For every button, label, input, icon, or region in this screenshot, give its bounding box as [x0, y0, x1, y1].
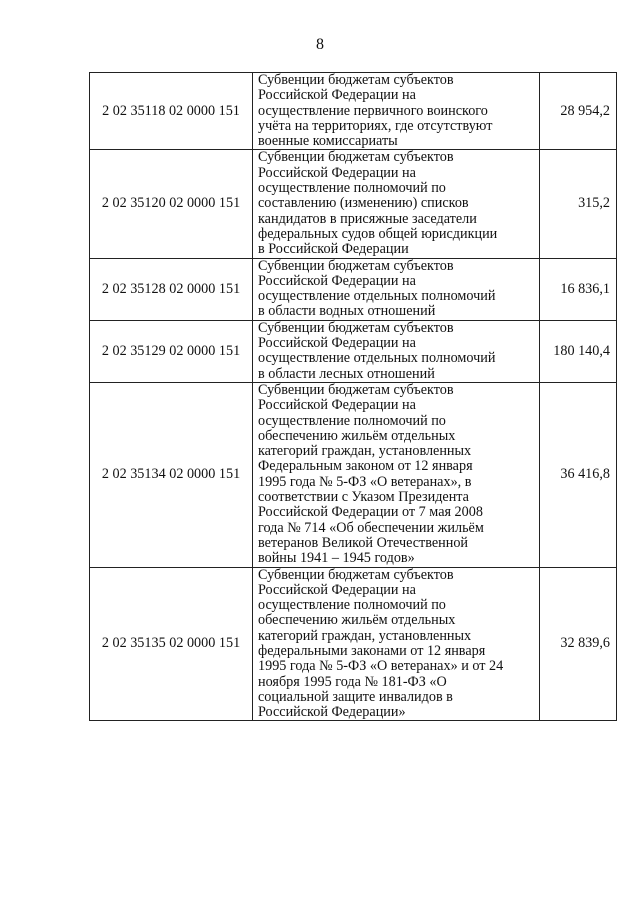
description-line: войны 1941 – 1945 годов»: [258, 550, 415, 567]
table-row: [90, 73, 617, 150]
description-line: в области лесных отношений: [258, 365, 435, 382]
description-line: в Российской Федерации: [258, 241, 409, 258]
description-line: Российской Федерации»: [258, 704, 406, 721]
table-row: [90, 150, 617, 258]
description-cell: [253, 73, 540, 150]
description-line: осуществление первичного воинского: [258, 102, 488, 119]
table-row: [90, 567, 617, 721]
budget-code-cell: 2 02 35128 02 0000 151: [90, 258, 253, 320]
description-line: осуществление отдельных полномочий: [258, 288, 496, 305]
description-line: ноября 1995 года № 181-ФЗ «О: [258, 673, 447, 690]
description-line: Субвенции бюджетам субъектов: [258, 72, 454, 88]
description-cell: [253, 150, 540, 258]
page-number: 8: [316, 36, 324, 53]
description-line: федеральными законами от 12 января: [258, 642, 486, 659]
budget-code-cell: 2 02 35134 02 0000 151: [90, 382, 253, 567]
description-line: соответствии с Указом Президента: [258, 489, 469, 506]
description-line: осуществление полномочий по: [258, 180, 446, 197]
description-cell: [253, 258, 540, 320]
amount-cell: 16 836,1: [540, 258, 617, 320]
description-line: года № 714 «Об обеспечении жильём: [258, 519, 484, 536]
amount-cell: 32 839,6: [540, 567, 617, 721]
budget-revenue-table: [89, 72, 617, 721]
table-row: [90, 320, 617, 382]
description-line: Российской Федерации от 7 мая 2008: [258, 504, 483, 521]
description-line: 1995 года № 5-ФЗ «О ветеранах», в: [258, 473, 472, 490]
description-line: военные комиссариаты: [258, 133, 398, 150]
description-line: Российской Федерации на: [258, 581, 416, 598]
table-row: [90, 382, 617, 567]
amount-cell: 180 140,4: [540, 320, 617, 382]
description-line: обеспечению жильём отдельных: [258, 427, 456, 444]
description-line: Российской Федерации на: [258, 164, 416, 181]
description-line: Субвенции бюджетам субъектов: [258, 149, 454, 166]
amount-cell: 28 954,2: [540, 73, 617, 150]
description-line: Субвенции бюджетам субъектов: [258, 566, 454, 583]
description-line: Российской Федерации на: [258, 272, 416, 289]
description-line: категорий граждан, установленных: [258, 443, 472, 460]
budget-code-cell: 2 02 35118 02 0000 151: [90, 73, 253, 150]
description-line: Российской Федерации на: [258, 87, 416, 104]
description-cell: [253, 567, 540, 721]
description-line: осуществление полномочий по: [258, 597, 446, 614]
description-line: Федеральным законом от 12 января: [258, 458, 473, 475]
description-line: социальной защите инвалидов в: [258, 688, 453, 705]
description-line: составлению (изменению) списков: [258, 195, 469, 212]
description-line: категорий граждан, установленных: [258, 627, 472, 644]
budget-code-cell: 2 02 35129 02 0000 151: [90, 320, 253, 382]
description-line: Субвенции бюджетам субъектов: [258, 381, 454, 398]
description-line: Субвенции бюджетам субъектов: [258, 319, 454, 336]
description-line: федеральных судов общей юрисдикции: [258, 225, 498, 242]
table-row: [90, 258, 617, 320]
description-line: Российской Федерации на: [258, 335, 416, 352]
description-line: Субвенции бюджетам субъектов: [258, 257, 454, 274]
description-line: ветеранов Великой Отечественной: [258, 534, 469, 551]
description-cell: [253, 382, 540, 567]
description-cell: [253, 320, 540, 382]
description-line: в области водных отношений: [258, 303, 436, 320]
description-line: кандидатов в присяжные заседатели: [258, 210, 477, 227]
budget-code-cell: 2 02 35135 02 0000 151: [90, 567, 253, 721]
description-line: осуществление полномочий по: [258, 412, 446, 429]
description-line: осуществление отдельных полномочий: [258, 350, 496, 367]
description-line: 1995 года № 5-ФЗ «О ветеранах» и от 24: [258, 658, 504, 675]
amount-cell: 36 416,8: [540, 382, 617, 567]
description-line: Российской Федерации на: [258, 397, 416, 414]
amount-cell: 315,2: [540, 150, 617, 258]
budget-code-cell: 2 02 35120 02 0000 151: [90, 150, 253, 258]
description-line: учёта на территориях, где отсутствуют: [258, 117, 493, 134]
description-line: обеспечению жильём отдельных: [258, 612, 456, 629]
